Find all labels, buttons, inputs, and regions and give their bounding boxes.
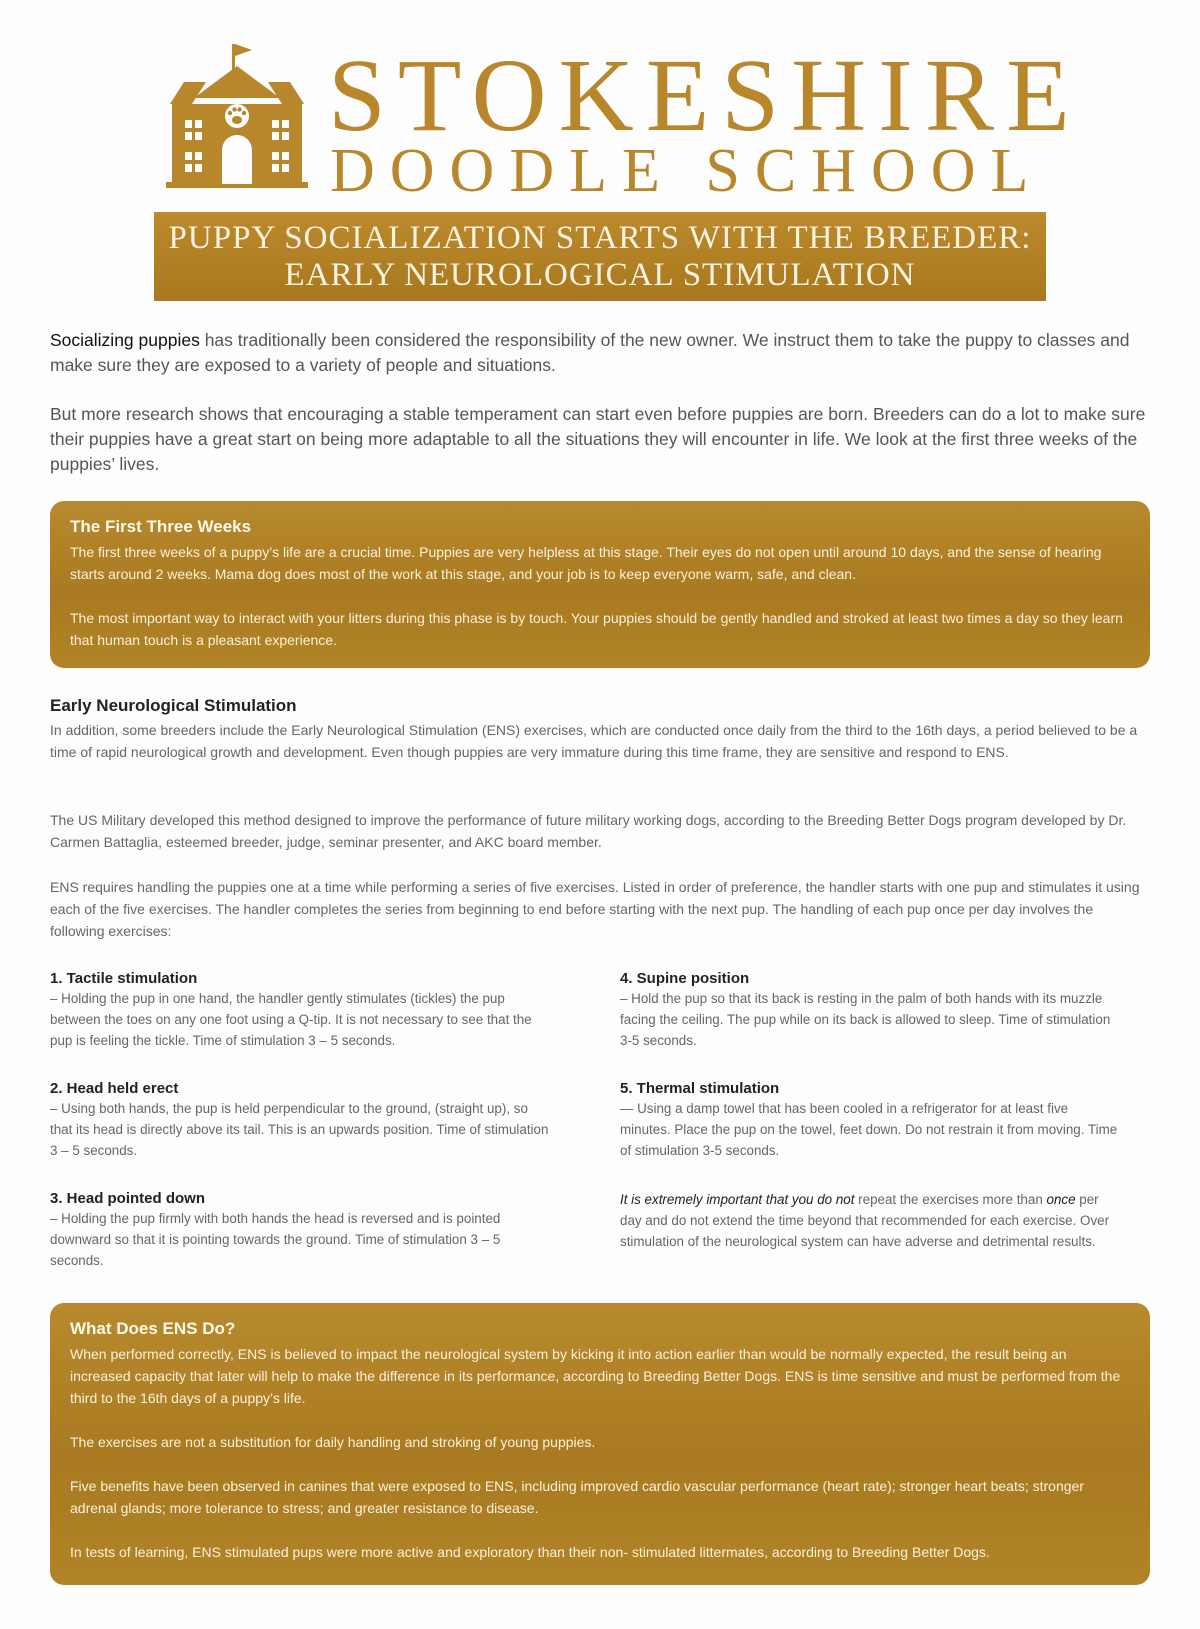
ens-paragraph-1: In addition, some breeders include the Early Neurological Stimulation (ENS) exercises, which are conducted once daily from the third to the 16th days, a period believed to be a time of rapid neurological growth and development. Even though puppies are very immature during this time frame, they are sensitive and respond to ENS. xyxy=(50,722,1138,760)
exercise-item xyxy=(50,1080,550,1161)
exercise-text: – Holding the pup in one hand, the handler gently stimulates (tickles) the pup between the toes on any one foot using a Q-tip. It is not necessary to see that the pup is feeling the tickle. Time of stimulation 3 – 5 seconds. xyxy=(50,991,532,1048)
what-ens-p2: The exercises are not a substitution for daily handling and stroking of young puppies. xyxy=(70,1434,596,1450)
page-title-banner xyxy=(154,212,1046,301)
first-three-weeks-box xyxy=(50,501,1150,668)
ens-paragraph-3: ENS requires handling the puppies one at a time while performing a series of five exercises. Listed in order of preference, the handler starts with one pup and stimulates it using each of the five exercises. The handler completes the series from beginning to end before starting with the next pup. The handling of each pup once per day involves the following exercises: xyxy=(50,879,1140,939)
page-title-line1: PUPPY SOCIALIZATION STARTS WITH THE BREEDER: xyxy=(168,220,1032,256)
intro-lead: Socializing puppies xyxy=(50,330,200,350)
exercise-title: 1. Tactile stimulation xyxy=(50,970,198,987)
first-three-weeks-heading: The First Three Weeks xyxy=(70,517,252,536)
warning-emphasis-once: once xyxy=(1046,1192,1076,1207)
exercise-item xyxy=(50,1190,550,1271)
intro-p1-text: has traditionally been considered the responsibility of the new owner. We instruct them to take the puppy to classes and make sure they are exposed to a variety of people and situations. xyxy=(50,330,1130,375)
exercise-title: 5. Thermal stimulation xyxy=(620,1080,780,1097)
warning-emphasis: It is extremely important that you do not xyxy=(620,1192,855,1207)
exercise-item xyxy=(620,970,1120,1051)
what-ens-p3: Five benefits have been observed in canines that were exposed to ENS, including improved cardio vascular performance (heart rate); stronger heart beats; stronger adrenal glands; more tolerance to stress; and greater resistance to disease. xyxy=(70,1478,1084,1516)
intro-paragraph-2: But more research shows that encouraging a stable temperament can start even before puppies are born. Breeders can do a lot to make sure their puppies have a great start on being more adaptable to all the situations they will encounter in life. We look at the first three weeks of the puppies’ lives. xyxy=(50,404,1146,474)
brand-subtitle: DOODLE SCHOOL xyxy=(330,137,1044,205)
exercise-text: – Using both hands, the pup is held perpendicular to the ground, (straight up), so that its head is directly above its tail. This is an upwards position. Time of stimulation 3 – 5 seconds. xyxy=(50,1101,549,1158)
what-does-ens-do-box xyxy=(50,1303,1150,1585)
exercise-item xyxy=(50,970,550,1051)
first-three-weeks-p1: The first three weeks of a puppy’s life are a crucial time. Puppies are very helpless at this stage. Their eyes do not open until around 10 days, and the sense of hearing starts around 2 weeks. Mama dog does most of the work at this stage, and your job is to keep everyone warm, safe, and clean. xyxy=(70,544,1102,582)
exercise-title: 2. Head held erect xyxy=(50,1080,179,1097)
page-title-line2: EARLY NEUROLOGICAL STIMULATION xyxy=(284,257,916,293)
brand-name: STOKESHIRE xyxy=(328,38,1082,153)
exercise-text: — Using a damp towel that has been cooled in a refrigerator for at least five minutes. Place the pup on the towel, feet down. Do not restrain it from moving. Time of stimulation 3-5 seconds. xyxy=(620,1101,1118,1158)
what-ens-p1: When performed correctly, ENS is believed to impact the neurological system by kicking it into action earlier than would be normally expected, the result being an increased capacity that later will help to make the difference in its performance, according to Breeding Better Dogs. ENS is time sensitive and must be performed from the third to the 16th days of a puppy’s life. xyxy=(70,1346,1121,1406)
ens-heading: Early Neurological Stimulation xyxy=(50,696,297,715)
ens-warning-note xyxy=(620,1189,1120,1252)
exercise-text: – Holding the pup firmly with both hands the head is reversed and is pointed downward so that it is pointing towards the ground. Time of stimulation 3 – 5 seconds. xyxy=(50,1211,501,1268)
what-ens-p4: In tests of learning, ENS stimulated pups were more active and exploratory than their non- stimulated littermates, according to Breeding Better Dogs. xyxy=(70,1544,990,1560)
exercise-text: – Hold the pup so that its back is resting in the palm of both hands with its muzzle facing the ceiling. The pup while on its back is allowed to sleep. Time of stimulation 3-5 seconds. xyxy=(620,991,1111,1048)
exercise-title: 3. Head pointed down xyxy=(50,1190,206,1207)
intro-paragraph-1 xyxy=(50,328,1150,378)
what-ens-heading: What Does ENS Do? xyxy=(70,1319,236,1338)
exercise-title: 4. Supine position xyxy=(620,970,750,987)
ens-paragraph-2: The US Military developed this method designed to improve the performance of future military working dogs, according to the Breeding Better Dogs program developed by Dr. Carmen Battaglia, esteemed breeder, judge, seminar presenter, and AKC board member. xyxy=(50,812,1127,850)
first-three-weeks-p2: The most important way to interact with your litters during this phase is by touch. Your puppies should be gently handled and stroked at least two times a day so they learn that human touch is a pleasant experience. xyxy=(70,610,1123,648)
warning-text-mid: repeat the exercises more than xyxy=(854,1192,1047,1207)
schoolhouse-paw-logo-icon xyxy=(166,42,308,192)
warning-text-rest: per day and do not extend the time beyond that recommended for each exercise. Over stimulation of the neurological system can have adverse and detrimental results. xyxy=(620,1192,1110,1249)
exercise-item xyxy=(620,1080,1120,1161)
